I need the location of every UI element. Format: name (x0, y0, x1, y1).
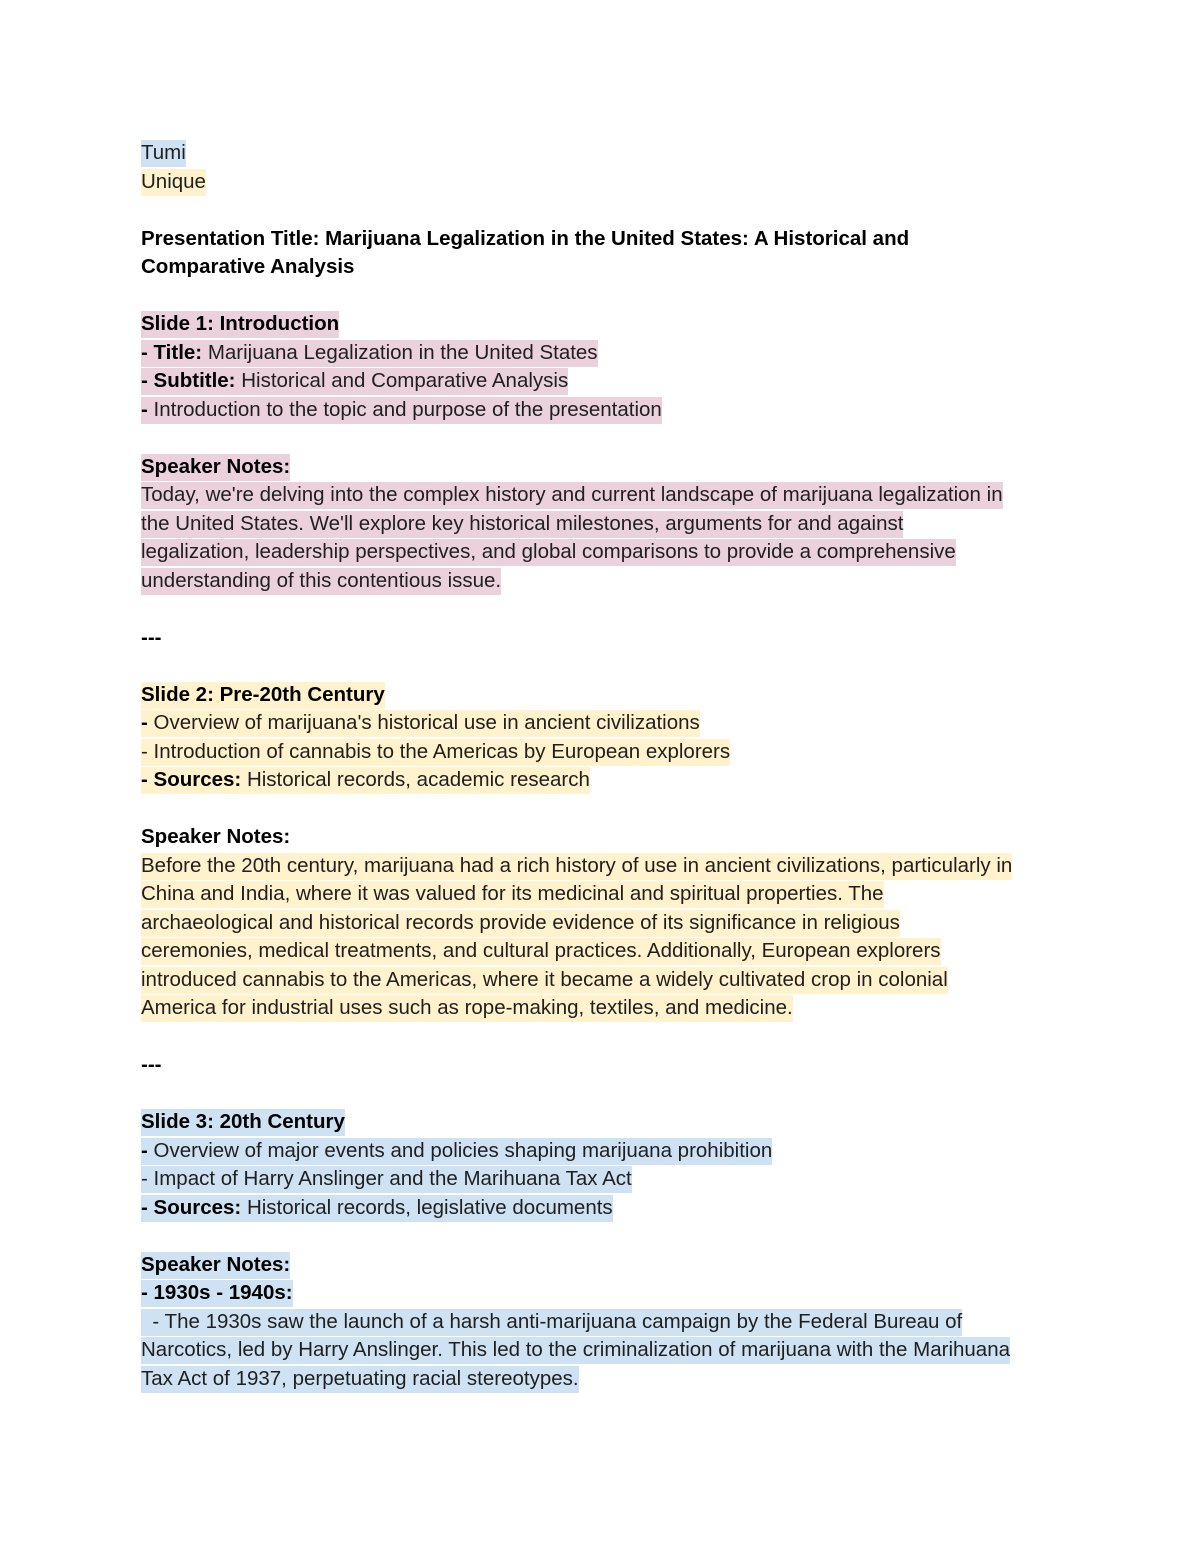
slide2-bullet-overview (141, 709, 1071, 738)
bullet-text: Introduction to the topic and purpose of the presentation (147, 397, 662, 421)
slide1-notes-line: Today, we're delving into the complex history and current landscape of marijuana legalization in (141, 481, 1071, 510)
slide2-heading-line (141, 681, 1071, 710)
slide3-bullet-impact (141, 1165, 1071, 1194)
bullet-text: Marijuana Legalization in the United States (202, 340, 598, 364)
slide2-bullet-introduction (141, 738, 1071, 767)
slide3-notes-line: - The 1930s saw the launch of a harsh anti-marijuana campaign by the Federal Bureau of (141, 1308, 1071, 1337)
slide2-notes-line: ceremonies, medical treatments, and cultural practices. Additionally, European explorers (141, 937, 1071, 966)
slide1-notes-line: the United States. We'll explore key historical milestones, arguments for and against (141, 510, 1071, 539)
slide2-heading: Slide 2: Pre-20th Century (141, 682, 385, 709)
author-first-name: Tumi (141, 140, 186, 167)
slide1-bullet-subtitle (141, 367, 1071, 396)
slide2-notes-line: introduced cannabis to the Americas, where it became a widely cultivated crop in colonial (141, 966, 1071, 995)
slide3-bullet-sources (141, 1194, 1071, 1223)
slide1-heading: Slide 1: Introduction (141, 311, 339, 338)
slide3-notes-line: Narcotics, led by Harry Anslinger. This led to the criminalization of marijuana with the Marihuana (141, 1336, 1071, 1365)
bullet-label: - Sources: (141, 1195, 242, 1219)
slide1-bullet-title (141, 339, 1071, 368)
bullet-label: - Sources: (141, 768, 242, 791)
slide3-bullet-overview (141, 1137, 1071, 1166)
slide2-notes-line: China and India, where it was valued for its medicinal and spiritual properties. The (141, 880, 1071, 909)
slide1-heading-line (141, 310, 1071, 339)
slide1-notes-line: understanding of this contentious issue. (141, 567, 1071, 596)
slide2-notes-line: archaeological and historical records provide evidence of its significance in religious (141, 909, 1071, 938)
bullet-text: Overview of major events and policies shaping marijuana prohibition (147, 1138, 773, 1162)
slide3-heading-line (141, 1108, 1071, 1137)
bullet-text: - Introduction of cannabis to the Americas by European explorers (141, 739, 730, 766)
bullet-text: Historical records, legislative documents (241, 1195, 613, 1219)
separator: --- (141, 625, 162, 649)
bullet-text: Overview of marijuana's historical use in ancient civilizations (147, 711, 700, 734)
slide3-notes-heading: Speaker Notes: (141, 1252, 290, 1279)
slide2-bullet-sources (141, 766, 1071, 795)
slide1-notes-heading-line (141, 453, 1071, 482)
slide1-bullet-intro (141, 396, 1071, 425)
presentation-title-line-2: Comparative Analysis (141, 255, 355, 278)
slide3-era-line (141, 1279, 1071, 1308)
presentation-title-line-1: Presentation Title: Marijuana Legalization in the United States: A Historical and (141, 226, 910, 250)
slide3-heading: Slide 3: 20th Century (141, 1109, 345, 1136)
slide1-notes-heading: Speaker Notes: (141, 454, 290, 481)
bullet-label: - Title: (141, 340, 203, 364)
bullet-label: - (141, 711, 148, 734)
bullet-label: - (141, 397, 148, 421)
slide2-notes-heading-line (141, 823, 1071, 852)
header-line-1 (141, 139, 1071, 168)
separator: --- (141, 1053, 162, 1076)
document-page (141, 139, 1071, 1393)
slide1-notes-line: legalization, leadership perspectives, and global comparisons to provide a comprehensive (141, 538, 1071, 567)
author-second-name: Unique (141, 169, 206, 196)
slide2-notes-line: America for industrial uses such as rope-making, textiles, and medicine. (141, 994, 1071, 1023)
slide3-notes-heading-line (141, 1251, 1071, 1280)
bullet-text: Historical and Comparative Analysis (235, 369, 569, 392)
slide3-notes-line: Tax Act of 1937, perpetuating racial stereotypes. (141, 1365, 1071, 1394)
bullet-text: - Impact of Harry Anslinger and the Marihuana Tax Act (141, 1166, 632, 1193)
bullet-label: - (141, 1138, 148, 1162)
bullet-label: - Subtitle: (141, 369, 236, 392)
slide3-era-label: - 1930s - 1940s: (141, 1280, 293, 1307)
bullet-text: Historical records, academic research (241, 768, 590, 791)
slide2-notes-heading: Speaker Notes: (141, 825, 291, 848)
slide2-notes-line: Before the 20th century, marijuana had a rich history of use in ancient civilizations, particularly in (141, 852, 1071, 881)
header-line-2 (141, 168, 1071, 197)
